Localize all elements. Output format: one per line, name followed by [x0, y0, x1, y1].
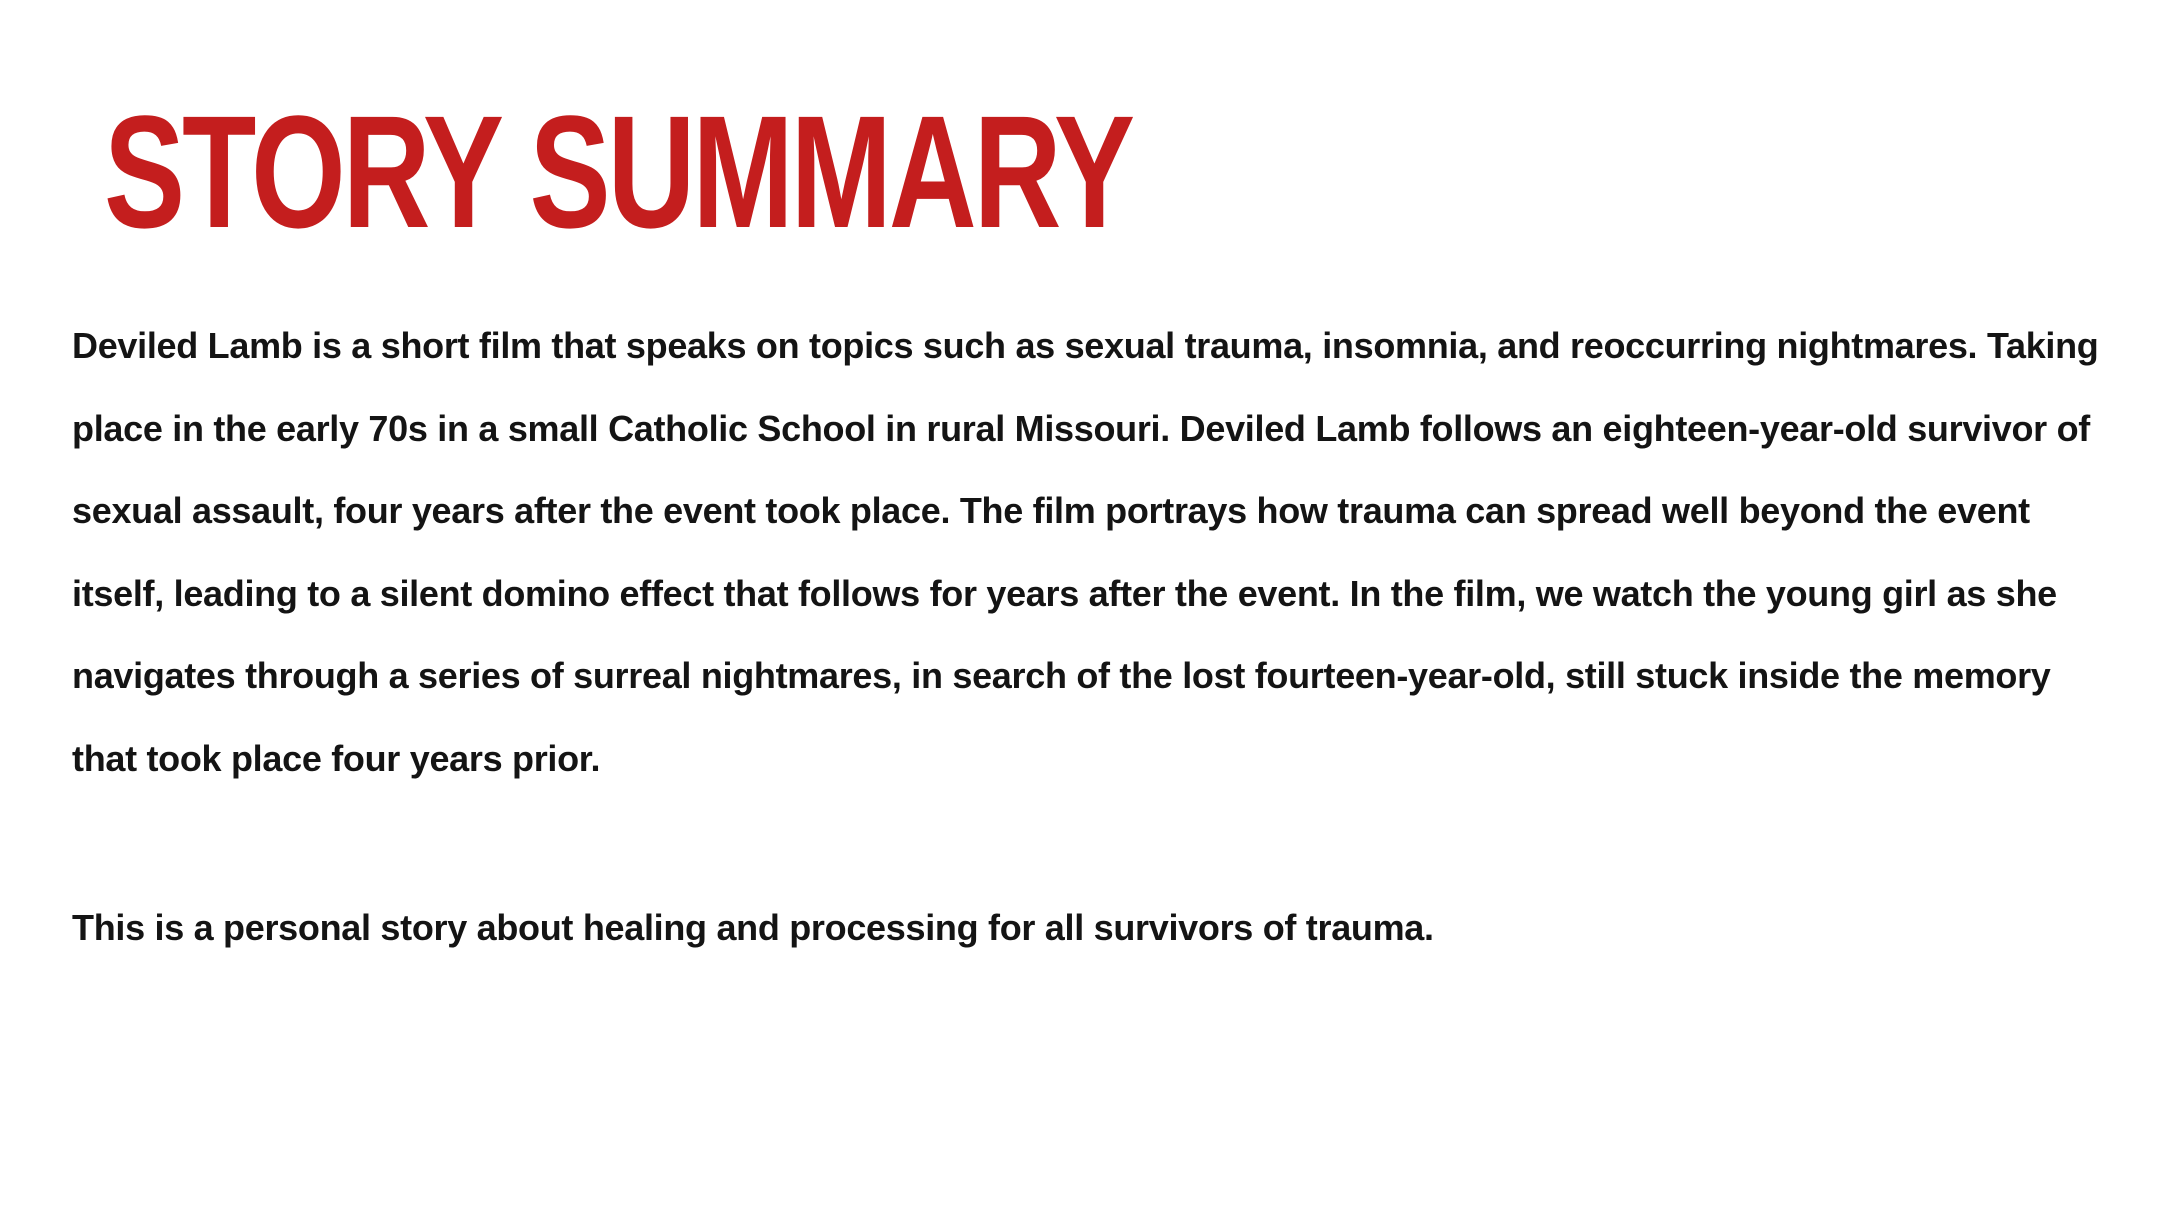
summary-paragraph: Deviled Lamb is a short film that speaks on topics such as sexual trauma, insomnia, and reoccurring nightmares. Taking place in the early 70s in a small Catholic School in rural Missouri. Deviled Lamb follows an eighteen-year-old survivor of sexual assault, four years after the event took place. The film portrays how trauma can spread well beyond the event itself, leading to a silent domino effect that follows for years after the event. In the film, we watch the young girl as she navigates through a series of surreal nightmares, in search of the lost fourteen-year-old, still stuck inside the memory that took place four years prior.: [72, 325, 2099, 779]
closing-paragraph: This is a personal story about healing and processing for all survivors of trauma.: [72, 907, 1434, 948]
slide-title: STORY SUMMARY: [104, 82, 1132, 261]
